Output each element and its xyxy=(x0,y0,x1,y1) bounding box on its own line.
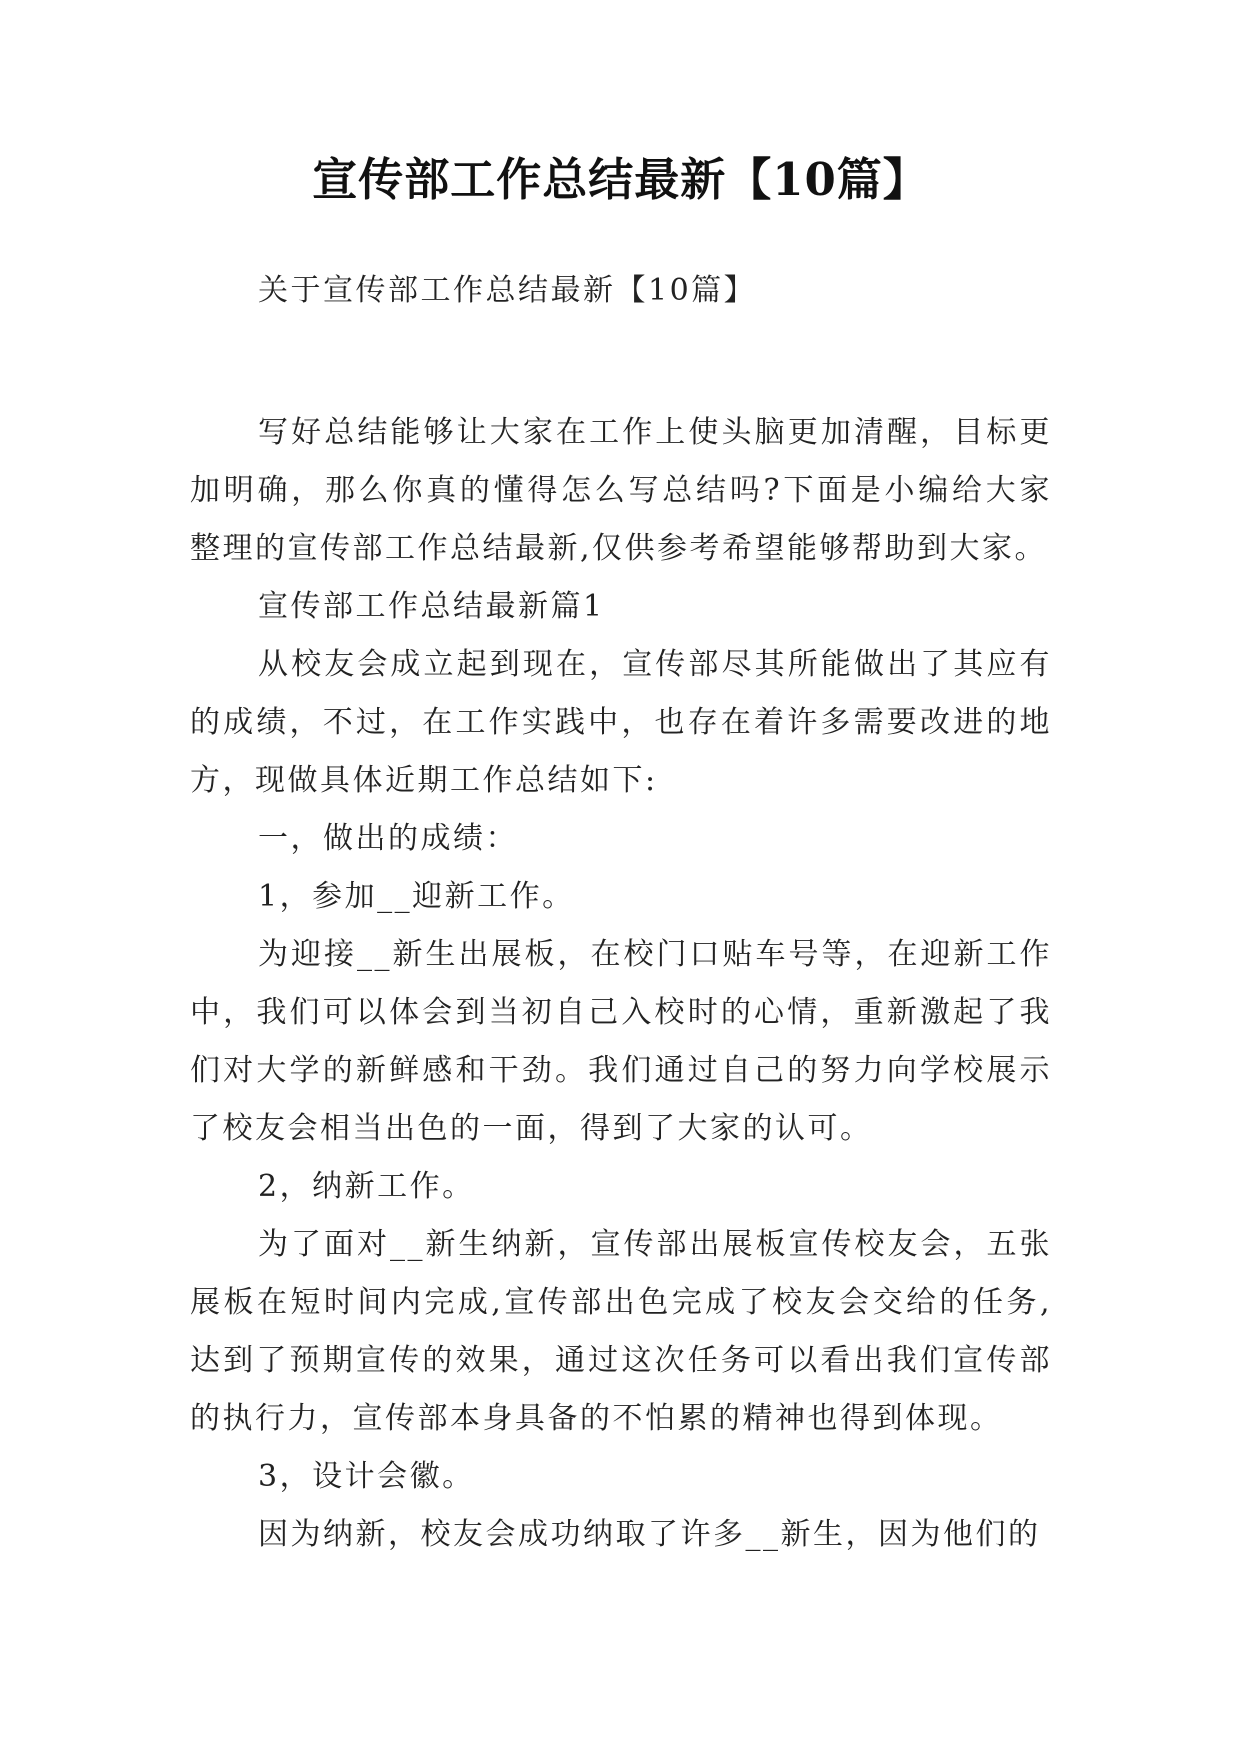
body-paragraph: 为了面对__新生纳新，宣传部出展板宣传校友会，五张展板在短时间内完成,宣传部出色完成了校友会交给的任务,达到了预期宣传的效果，通过这次任务可以看出我们宣传部的执行力，宣传部本身具备的不怕累的精神也得到体现。 xyxy=(190,1227,1052,1436)
section-heading: 宣传部工作总结最新篇1 xyxy=(258,589,605,624)
list-item-heading: 3，设计会徽。 xyxy=(258,1459,475,1494)
list-item-heading: 1，参加__迎新工作。 xyxy=(258,879,575,914)
intro-paragraph: 写好总结能够让大家在工作上使头脑更加清醒，目标更加明确，那么你真的懂得怎么写总结吗?下面是小编给大家整理的宣传部工作总结最新,仅供参考希望能够帮助到大家。 xyxy=(190,415,1052,566)
body-paragraph: 为迎接__新生出展板，在校门口贴车号等，在迎新工作中，我们可以体会到当初自己入校时的心情，重新激起了我们对大学的新鲜感和干劲。我们通过自己的努力向学校展示了校友会相当出色的一面，得到了大家的认可。 xyxy=(190,937,1052,1146)
subtitle-paragraph: 关于宣传部工作总结最新【10篇】 xyxy=(258,273,757,308)
sub-heading: 一，做出的成绩： xyxy=(258,821,518,856)
body-paragraph: 因为纳新，校友会成功纳取了许多__新生，因为他们的 xyxy=(258,1517,1041,1552)
document-title: 宣传部工作总结最新【10篇】 xyxy=(312,153,929,206)
document-body xyxy=(190,262,1052,1564)
body-paragraph: 从校友会成立起到现在，宣传部尽其所能做出了其应有的成绩，不过，在工作实践中，也存在着许多需要改进的地方，现做具体近期工作总结如下: xyxy=(190,647,1052,798)
list-item-heading: 2，纳新工作。 xyxy=(258,1169,475,1204)
paragraph-spacer xyxy=(190,320,1052,404)
